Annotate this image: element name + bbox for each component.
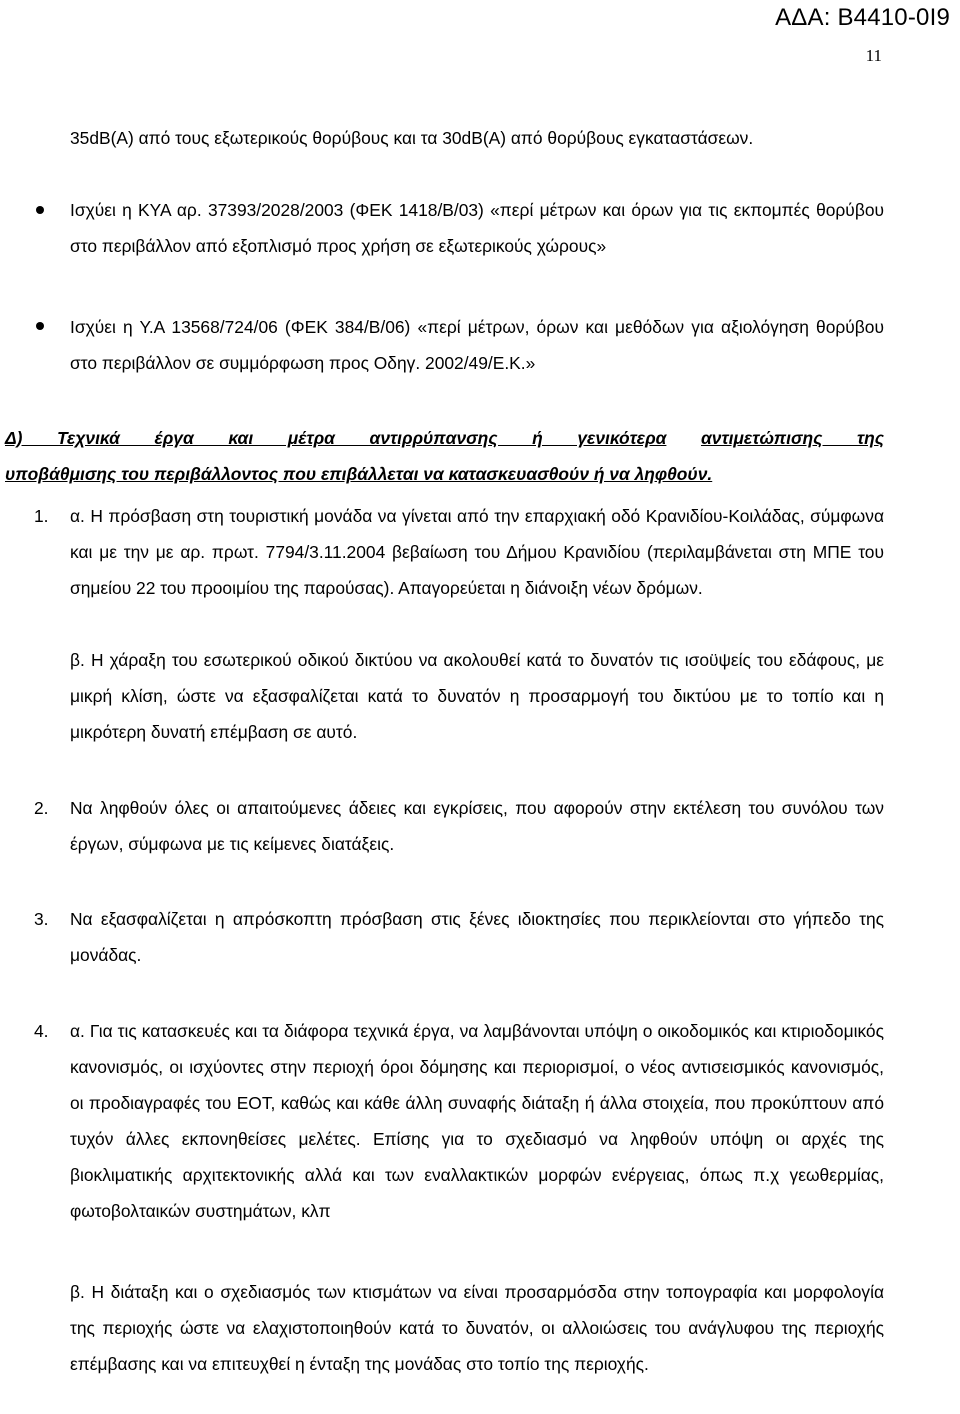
bullet-text-1: Ισχύει η ΚΥΑ αρ. 37393/2028/2003 (ΦΕΚ 1418/Β/03) «περί μέτρων και όρων για τις εκπομπές θορύβου στο περιβάλλον από εξοπλισμό προς χρήση σε εξωτερικούς χώρους» bbox=[70, 200, 884, 256]
section-heading-line-2-text: υποβάθμισης του περιβάλλοντος που επιβάλλεται να κατασκευασθούν ή να ληφθούν. bbox=[5, 464, 713, 484]
page-number: 11 bbox=[865, 46, 882, 65]
item-number-4: 4. bbox=[34, 1021, 49, 1041]
item-3-paragraph: Να εξασφαλίζεται η απρόσκοπτη πρόσβαση στις ξένες ιδιοκτησίες που περικλείονται στο γήπεδο της μονάδας. bbox=[70, 909, 884, 965]
item-4-paragraph-a: α. Για τις κατασκευές και τα διάφορα τεχνικά έργα, να λαμβάνονται υπόψη ο οικοδομικός και κτιριοδομικός κανονισμός, οι ισχύοντες στην περιοχή όροι δόμησης και περιορισμοί, ο νέος αντισεισμικός κανονισμός, οι προδιαγραφές του ΕΟΤ, καθώς και κάθε άλλη συναφής διάταξη ή άλλα στοιχεία, που προκύπτουν από τυχόν άλλες εκπονηθείσες μελέτες. Επίσης για το σχεδιασμό να ληφθούν υπόψη οι αρχές της βιοκλιματικής αρχιτεκτονικής αλλά και των εναλλακτικών μορφών ενέργειας, όπως π.χ γεωθερμίας, φωτοβολταικών συστημάτων, κλπ bbox=[70, 1021, 884, 1221]
bullet-dot bbox=[36, 322, 44, 330]
item-number-2: 2. bbox=[34, 798, 49, 818]
bullet-dot bbox=[36, 206, 44, 214]
section-heading-part-b: αντιμετώπισης της bbox=[701, 428, 884, 448]
item-1-paragraph-a: α. Η πρόσβαση στη τουριστική μονάδα να γίνεται από την επαρχιακή οδό Κρανιδίου-Κοιλάδας, σύμφωνα και με την με αρ. πρωτ. 7794/3.11.2004 βεβαίωση του Δήμου Κρανιδίου (περιλαμβάνεται στη ΜΠΕ του σημείου 22 του προοιμίου της παρούσας). Απαγορεύεται η διάνοιξη νέων δρόμων. bbox=[70, 506, 884, 598]
ada-code: ΑΔΑ: Β4410-0Ι9 bbox=[775, 4, 950, 31]
item-1-paragraph-b: β. Η χάραξη του εσωτερικού οδικού δικτύου να ακολουθεί κατά το δυνατόν τις ισοϋψείς του εδάφους, με μικρή κλίση, ώστε να εξασφαλίζεται κατά το δυνατόν η προσαρμογή του δικτύου με το τοπίο και η μικρότερη δυνατή επέμβαση σε αυτό. bbox=[70, 650, 884, 742]
bullet-text-2: Ισχύει η Υ.Α 13568/724/06 (ΦΕΚ 384/Β/06) «περί μέτρων, όρων και μεθόδων για αξιολόγηση θορύβου στο περιβάλλον σε συμμόρφωση προς Οδηγ. 2002/49/Ε.Κ.» bbox=[70, 317, 884, 373]
item-number-1: 1. bbox=[34, 506, 49, 526]
item-number-3: 3. bbox=[34, 909, 49, 929]
section-heading-line-2 bbox=[5, 456, 884, 492]
section-heading-part-a: Δ) Τεχνικά έργα και μέτρα αντιρρύπανσης ή γενικότερα bbox=[5, 428, 667, 448]
section-heading bbox=[5, 420, 884, 456]
item-4-paragraph-b: β. Η διάταξη και ο σχεδιασμός των κτισμάτων να είναι προσαρμόσδα στην τοπογραφία και μορφολογία της περιοχής ώστε να ελαχιστοποιηθούν κατά το δυνατόν, οι αλλοιώσεις του ανάγλυφου της περιοχής επέμβασης και να επιτευχθεί η ένταξη της μονάδας στο τοπίο της περιοχής. bbox=[70, 1282, 884, 1374]
continued-paragraph: 35dB(A) από τους εξωτερικούς θορύβους και τα 30dB(A) από θορύβους εγκαταστάσεων. bbox=[70, 128, 754, 148]
item-2-paragraph: Να ληφθούν όλες οι απαιτούμενες άδειες και εγκρίσεις, που αφορούν στην εκτέλεση του συνόλου των έργων, σύμφωνα με τις κείμενες διατάξεις. bbox=[70, 798, 884, 854]
